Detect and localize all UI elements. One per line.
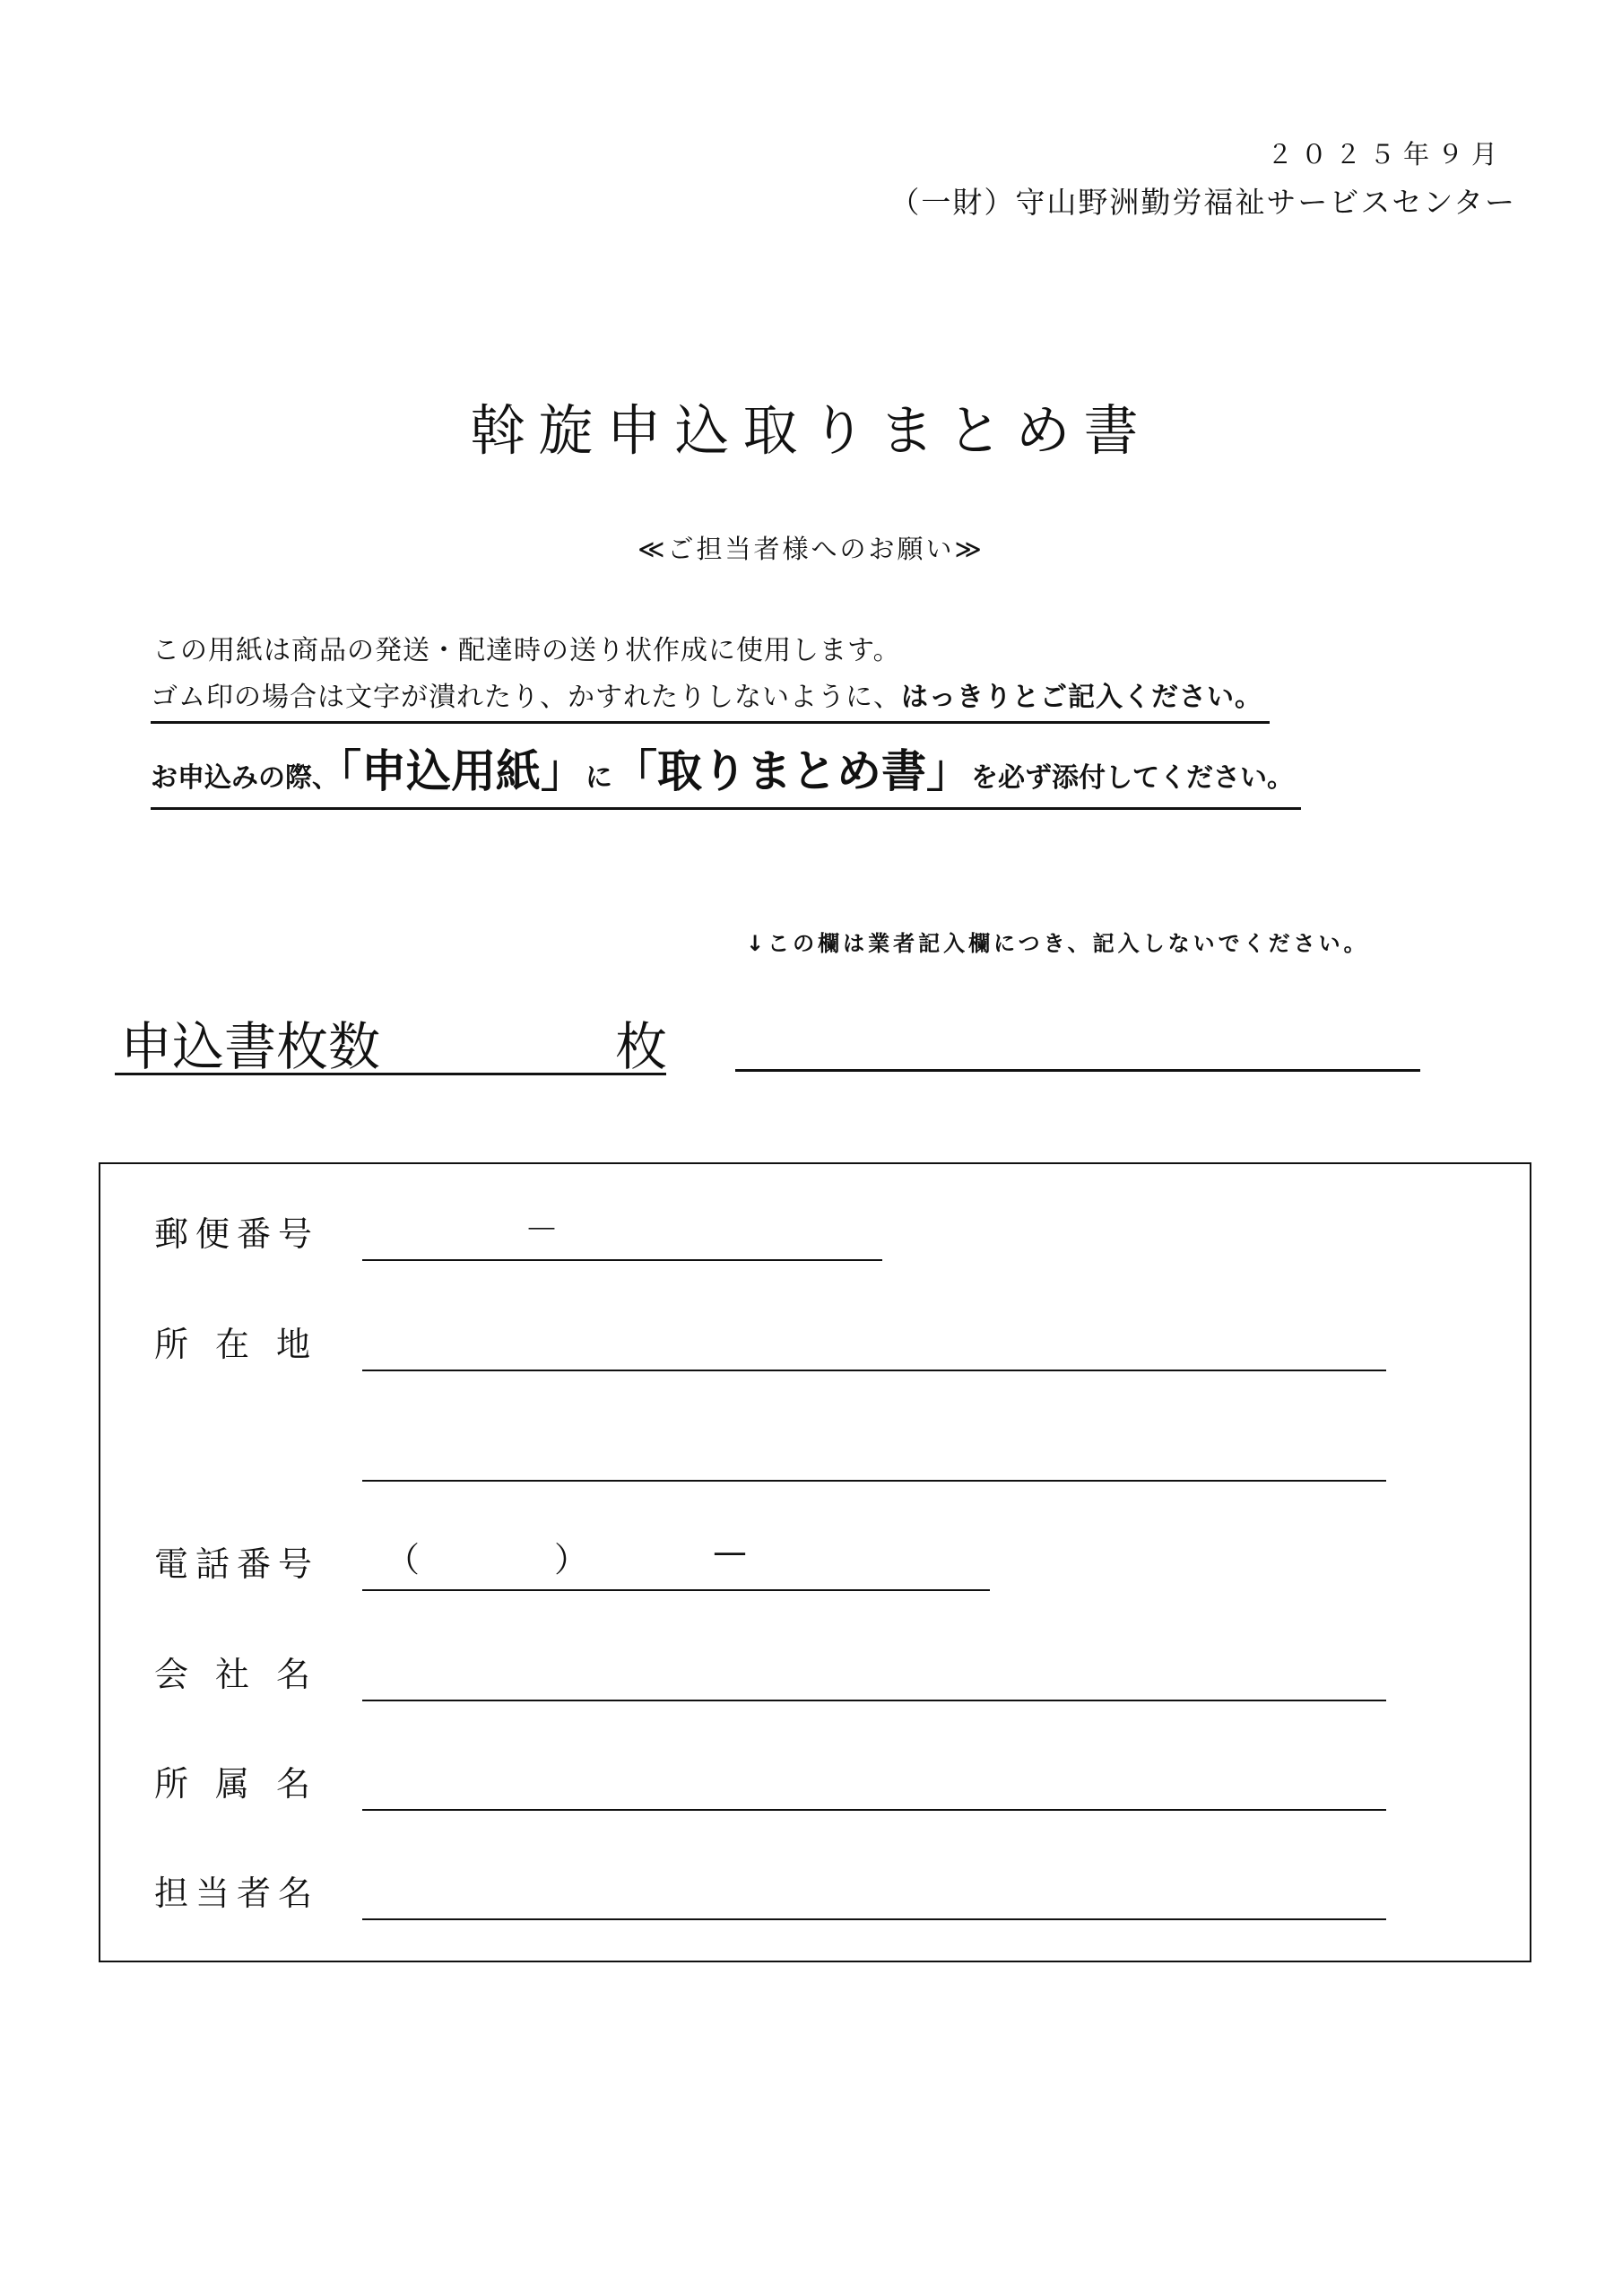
instruction-line-3-part-a: お申込みの際、 <box>151 762 339 794</box>
department-field[interactable] <box>362 1809 1386 1811</box>
phone-label: 電話番号 <box>154 1544 320 1584</box>
department-label: 所属名 <box>154 1764 338 1804</box>
vendor-note: ↓この欄は業者記入欄につき、記入しないでください。 <box>746 931 1369 956</box>
company-field[interactable] <box>362 1700 1386 1701</box>
postal-code-field[interactable] <box>362 1259 882 1261</box>
instruction-line-2 <box>151 674 1270 724</box>
instruction-line-2-part-b: はっきりとご記入ください。 <box>901 682 1262 713</box>
document-title: 斡旋申込取りまとめ書 <box>470 399 1152 463</box>
count-input-line[interactable] <box>115 1073 666 1075</box>
instruction-line-1: この用紙は商品の発送・配達時の送り状作成に使用します。 <box>152 635 901 666</box>
phone-open-paren: （ <box>386 1540 421 1579</box>
document-date: ２０２５年９月 <box>1266 139 1505 170</box>
postal-code-dash: － <box>525 1210 559 1249</box>
instruction-line-2-part-a: ゴム印の場合は文字が潰れたり、かすれたりしないように、 <box>151 682 901 713</box>
count-label: 申込書枚数 <box>120 1016 381 1077</box>
instruction-line-3 <box>151 735 1301 810</box>
instruction-line-3-part-e: を必ず添付してください。 <box>971 762 1294 794</box>
contact-person-field[interactable] <box>362 1918 1386 1920</box>
vendor-entry-line <box>735 1069 1420 1072</box>
address-field-2[interactable] <box>362 1480 1386 1482</box>
count-unit: 枚 <box>615 1016 668 1077</box>
request-heading: ≪ご担当者様へのお願い≫ <box>638 534 984 564</box>
instruction-line-3-part-c: に <box>585 762 612 794</box>
postal-code-label: 郵便番号 <box>154 1214 320 1254</box>
address-field-1[interactable] <box>362 1370 1386 1371</box>
phone-field[interactable] <box>362 1589 990 1591</box>
phone-close-paren: ） <box>554 1540 589 1579</box>
phone-dash: — <box>713 1532 747 1571</box>
summary-form-emphasis: 「取りまとめ書」 <box>612 745 971 797</box>
contact-person-label: 担当者名 <box>154 1874 320 1913</box>
company-label: 会社名 <box>154 1655 338 1694</box>
organization-name: （一財）守山野洲勤労福祉サービスセンター <box>889 185 1516 220</box>
address-label: 所在地 <box>154 1325 338 1364</box>
application-form-emphasis: 「申込用紙」 <box>339 745 585 797</box>
